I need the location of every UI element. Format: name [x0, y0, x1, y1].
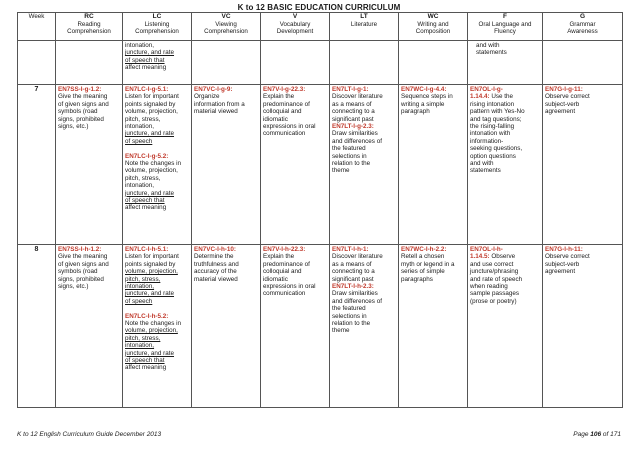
competency-text: colloquial and [263, 268, 302, 276]
competency-text: points signaled by [125, 260, 176, 268]
competency-text: significant past [332, 275, 374, 283]
competency-text: volume, projection, [125, 268, 178, 276]
competency-text: expressions in oral [263, 283, 316, 291]
cell-f [468, 85, 543, 245]
competency-text: of given signs and [58, 100, 109, 108]
competency-text: symbols (road [58, 108, 98, 116]
competency-text: Use the [489, 93, 514, 101]
cont-lc: intonation, juncture, and rate of speech that affect meaning [123, 41, 192, 85]
cont-vc [192, 41, 261, 85]
competency-text: significant past [332, 115, 374, 123]
competency-code: EN7WC-I-h-2.2: [401, 246, 447, 253]
competency-text: signs, etc.) [58, 283, 89, 291]
competency-code: EN7LC-I-g-5.2: [125, 152, 169, 160]
competency-text: Sequence steps in [401, 93, 453, 101]
competency-text: Observe correct [545, 93, 590, 101]
competency-text: Discover literature [332, 253, 383, 261]
competency-code: EN7OL-I-g- [470, 86, 503, 93]
header-lc: LC Listening Comprehension [123, 13, 192, 41]
competency-text: Determine the [194, 253, 234, 261]
competency-text: as a means of [332, 260, 372, 268]
header-rc-name: Reading Comprehension [67, 20, 111, 35]
cont-g [543, 41, 623, 85]
competency-text: signs, etc.) [58, 123, 89, 131]
competency-text: relation to the [332, 160, 371, 168]
competency-text: subject-verb [545, 260, 580, 268]
competency-text: signs, prohibited [58, 115, 104, 123]
competency-code: EN7LC-I-h-5.2: [125, 312, 169, 320]
competency-text: expressions in oral [263, 123, 316, 131]
competency-code: EN7VC-I-g-9: [194, 86, 233, 93]
competency-text: the featured [332, 145, 366, 153]
cell-vc [192, 85, 261, 245]
competency-text: pitch, stress, [125, 115, 161, 123]
competency-text: when reading [470, 283, 508, 291]
competency-code: 1.14.5: [470, 253, 490, 261]
competency-text: writing a simple [401, 100, 445, 108]
competency-text: Listen for important [125, 253, 179, 261]
competency-text: Draw similarities [332, 290, 378, 298]
competency-text: intonation, [125, 283, 155, 291]
competency-code: EN7SS-I-h-1.2: [58, 246, 102, 253]
competency-text: Observe correct [545, 253, 590, 261]
competency-text: signs, prohibited [58, 275, 104, 283]
competency-text: predominance of [263, 100, 310, 108]
competency-text: pitch, stress, [125, 275, 161, 283]
competency-text: rising intonation [470, 100, 515, 108]
competency-text: intonation, [125, 182, 155, 190]
competency-text: Organize [194, 93, 220, 101]
competency-text: juncture, and rate [125, 189, 175, 197]
competency-text: (prose or poetry) [470, 297, 517, 305]
competency-text: of speech [125, 297, 153, 305]
competency-text: Draw similarities [332, 130, 378, 138]
competency-text: intonation, [125, 342, 155, 350]
cont-f: and with statements [468, 41, 543, 85]
competency-code: EN7V-I-h-22.3: [263, 246, 306, 253]
competency-text: selections in [332, 152, 367, 160]
competency-text: theme [332, 327, 350, 335]
competency-text: volume, projection, [125, 167, 178, 175]
cell-vc [192, 245, 261, 408]
competency-text: Explain the [263, 93, 295, 101]
competency-text: sample passages [470, 290, 520, 298]
competency-text: as a means of [332, 100, 372, 108]
competency-text: paragraph [401, 108, 430, 116]
competency-text: the featured [332, 305, 366, 313]
week-number: 8 [18, 245, 56, 408]
header-lt: LT Literature [330, 13, 399, 41]
competency-text: communication [263, 130, 306, 138]
document-title: K to 12 BASIC EDUCATION CURRICULUM [237, 3, 401, 12]
competency-text: affect meaning [125, 364, 167, 372]
competency-text: pitch, stress, [125, 174, 161, 182]
competency-text: Give the meaning [58, 253, 108, 261]
competency-code: EN7LC-I-h-5.1: [125, 246, 169, 253]
competency-text: connecting to a [332, 108, 375, 116]
competency-text: paragraphs [401, 275, 433, 283]
competency-text: statements [470, 167, 501, 175]
footer-guide-title: K to 12 English Curriculum Guide December 2013 [17, 431, 162, 438]
competency-text: information from a [194, 100, 245, 108]
competency-text: idiomatic [263, 275, 288, 283]
competency-text: of speech [125, 137, 153, 145]
competency-text: of speech that [125, 357, 165, 365]
cell-f [468, 245, 543, 408]
cell-rc [56, 85, 123, 245]
competency-text: agreement [545, 108, 576, 116]
competency-text: material viewed [194, 275, 238, 283]
competency-text: myth or legend in a [401, 260, 455, 268]
header-g: G Grammar Awareness [543, 13, 623, 41]
competency-text: information- [470, 137, 504, 145]
header-f: F Oral Language and Fluency [468, 13, 543, 41]
competency-text: volume, projection, [125, 327, 178, 335]
cont-wc [399, 41, 468, 85]
competency-text: of given signs and [58, 260, 109, 268]
week-row [18, 245, 623, 408]
cell-g [543, 245, 623, 408]
header-rc: RC Reading Comprehension [56, 13, 123, 41]
cell-wc [399, 85, 468, 245]
competency-text: Give the meaning [58, 93, 108, 101]
competency-text: and with [470, 160, 494, 168]
competency-text: points signaled by [125, 100, 176, 108]
competency-text: Observe [489, 253, 516, 261]
competency-text: and differences of [332, 297, 382, 305]
competency-text: symbols (road [58, 268, 98, 276]
competency-code: EN7G-I-g-11: [545, 86, 583, 93]
cont-rc [56, 41, 123, 85]
competency-text: agreement [545, 268, 576, 276]
competency-text: and tag questions; [470, 115, 522, 123]
competency-code: EN7VC-I-h-10: [194, 246, 236, 253]
competency-text: and rate of speech [470, 275, 523, 283]
competency-text: material viewed [194, 108, 238, 116]
competency-code: EN7G-I-h-11: [545, 246, 583, 253]
competency-text: Listen for important [125, 93, 179, 101]
competency-text: communication [263, 290, 306, 298]
cell-lt [330, 245, 399, 408]
week-number: 7 [18, 85, 56, 245]
competency-text: juncture, and rate [125, 130, 175, 138]
cont-lt [330, 41, 399, 85]
competency-text: intonation, [125, 123, 155, 131]
competency-text: pitch, stress, [125, 334, 161, 342]
competency-code: EN7SS-I-g-1.2: [58, 86, 102, 93]
competency-text: volume, projection, [125, 108, 178, 116]
cell-g [543, 85, 623, 245]
competency-text: series of simple [401, 268, 445, 276]
continuation-row [18, 41, 623, 85]
cell-lc [123, 245, 192, 408]
competency-text: subject-verb [545, 100, 580, 108]
competency-code: EN7LT-I-g-2.3: [332, 123, 374, 131]
competency-text: seeking questions, [470, 145, 523, 153]
cell-wc [399, 245, 468, 408]
competency-text: relation to the [332, 320, 371, 328]
competency-text: colloquial and [263, 108, 302, 116]
header-week: Week [18, 13, 56, 41]
competency-text: Discover literature [332, 93, 383, 101]
cell-v [261, 245, 330, 408]
competency-text: theme [332, 167, 350, 175]
competency-text: truthfulness and [194, 260, 239, 268]
competency-code: EN7LT-I-g-1: [332, 86, 369, 93]
competency-text: affect meaning [125, 204, 167, 212]
competency-code: EN7LT-I-h-2.3: [332, 283, 374, 291]
cont-week [18, 41, 56, 85]
cell-v [261, 85, 330, 245]
competency-text: the rising-falling [470, 123, 515, 131]
header-vc: VC Viewing Comprehension [192, 13, 261, 41]
competency-code: EN7LC-I-g-5.1: [125, 86, 169, 93]
competency-code: EN7LT-I-h-1: [332, 246, 369, 253]
competency-text: Retell a chosen [401, 253, 445, 261]
header-wc: WC Writing and Composition [399, 13, 468, 41]
footer-page-number: Page 106 of 171 [573, 431, 621, 438]
competency-code: EN7OL-I-h- [470, 246, 503, 253]
competency-text: connecting to a [332, 268, 375, 276]
competency-text: predominance of [263, 260, 310, 268]
competency-text: accuracy of the [194, 268, 237, 276]
cell-lc [123, 85, 192, 245]
competency-text: option questions [470, 152, 516, 160]
competency-text: pattern with Yes-No [470, 108, 525, 116]
competency-text: of speech that [125, 197, 165, 205]
competency-text: intonation with [470, 130, 511, 138]
competency-text: and differences of [332, 137, 382, 145]
competency-text: juncture/phrasing [470, 268, 519, 276]
competency-text: Note the changes in [125, 160, 182, 168]
competency-text: juncture, and rate [125, 349, 175, 357]
competency-text: juncture, and rate [125, 290, 175, 298]
competency-text: Note the changes in [125, 320, 182, 328]
competency-code: 1.14.4: [470, 93, 490, 101]
competency-code: EN7V-I-g-22.3: [263, 86, 306, 93]
cell-rc [56, 245, 123, 408]
header-row [18, 13, 623, 41]
cell-lt [330, 85, 399, 245]
competency-text: selections in [332, 312, 367, 320]
curriculum-table [17, 12, 623, 408]
week-row [18, 85, 623, 245]
cont-v [261, 41, 330, 85]
header-v: V Vocabulary Development [261, 13, 330, 41]
competency-text: idiomatic [263, 115, 288, 123]
competency-text: and use correct [470, 260, 514, 268]
competency-text: Explain the [263, 253, 295, 261]
competency-code: EN7WC-I-g-4.4: [401, 86, 447, 93]
